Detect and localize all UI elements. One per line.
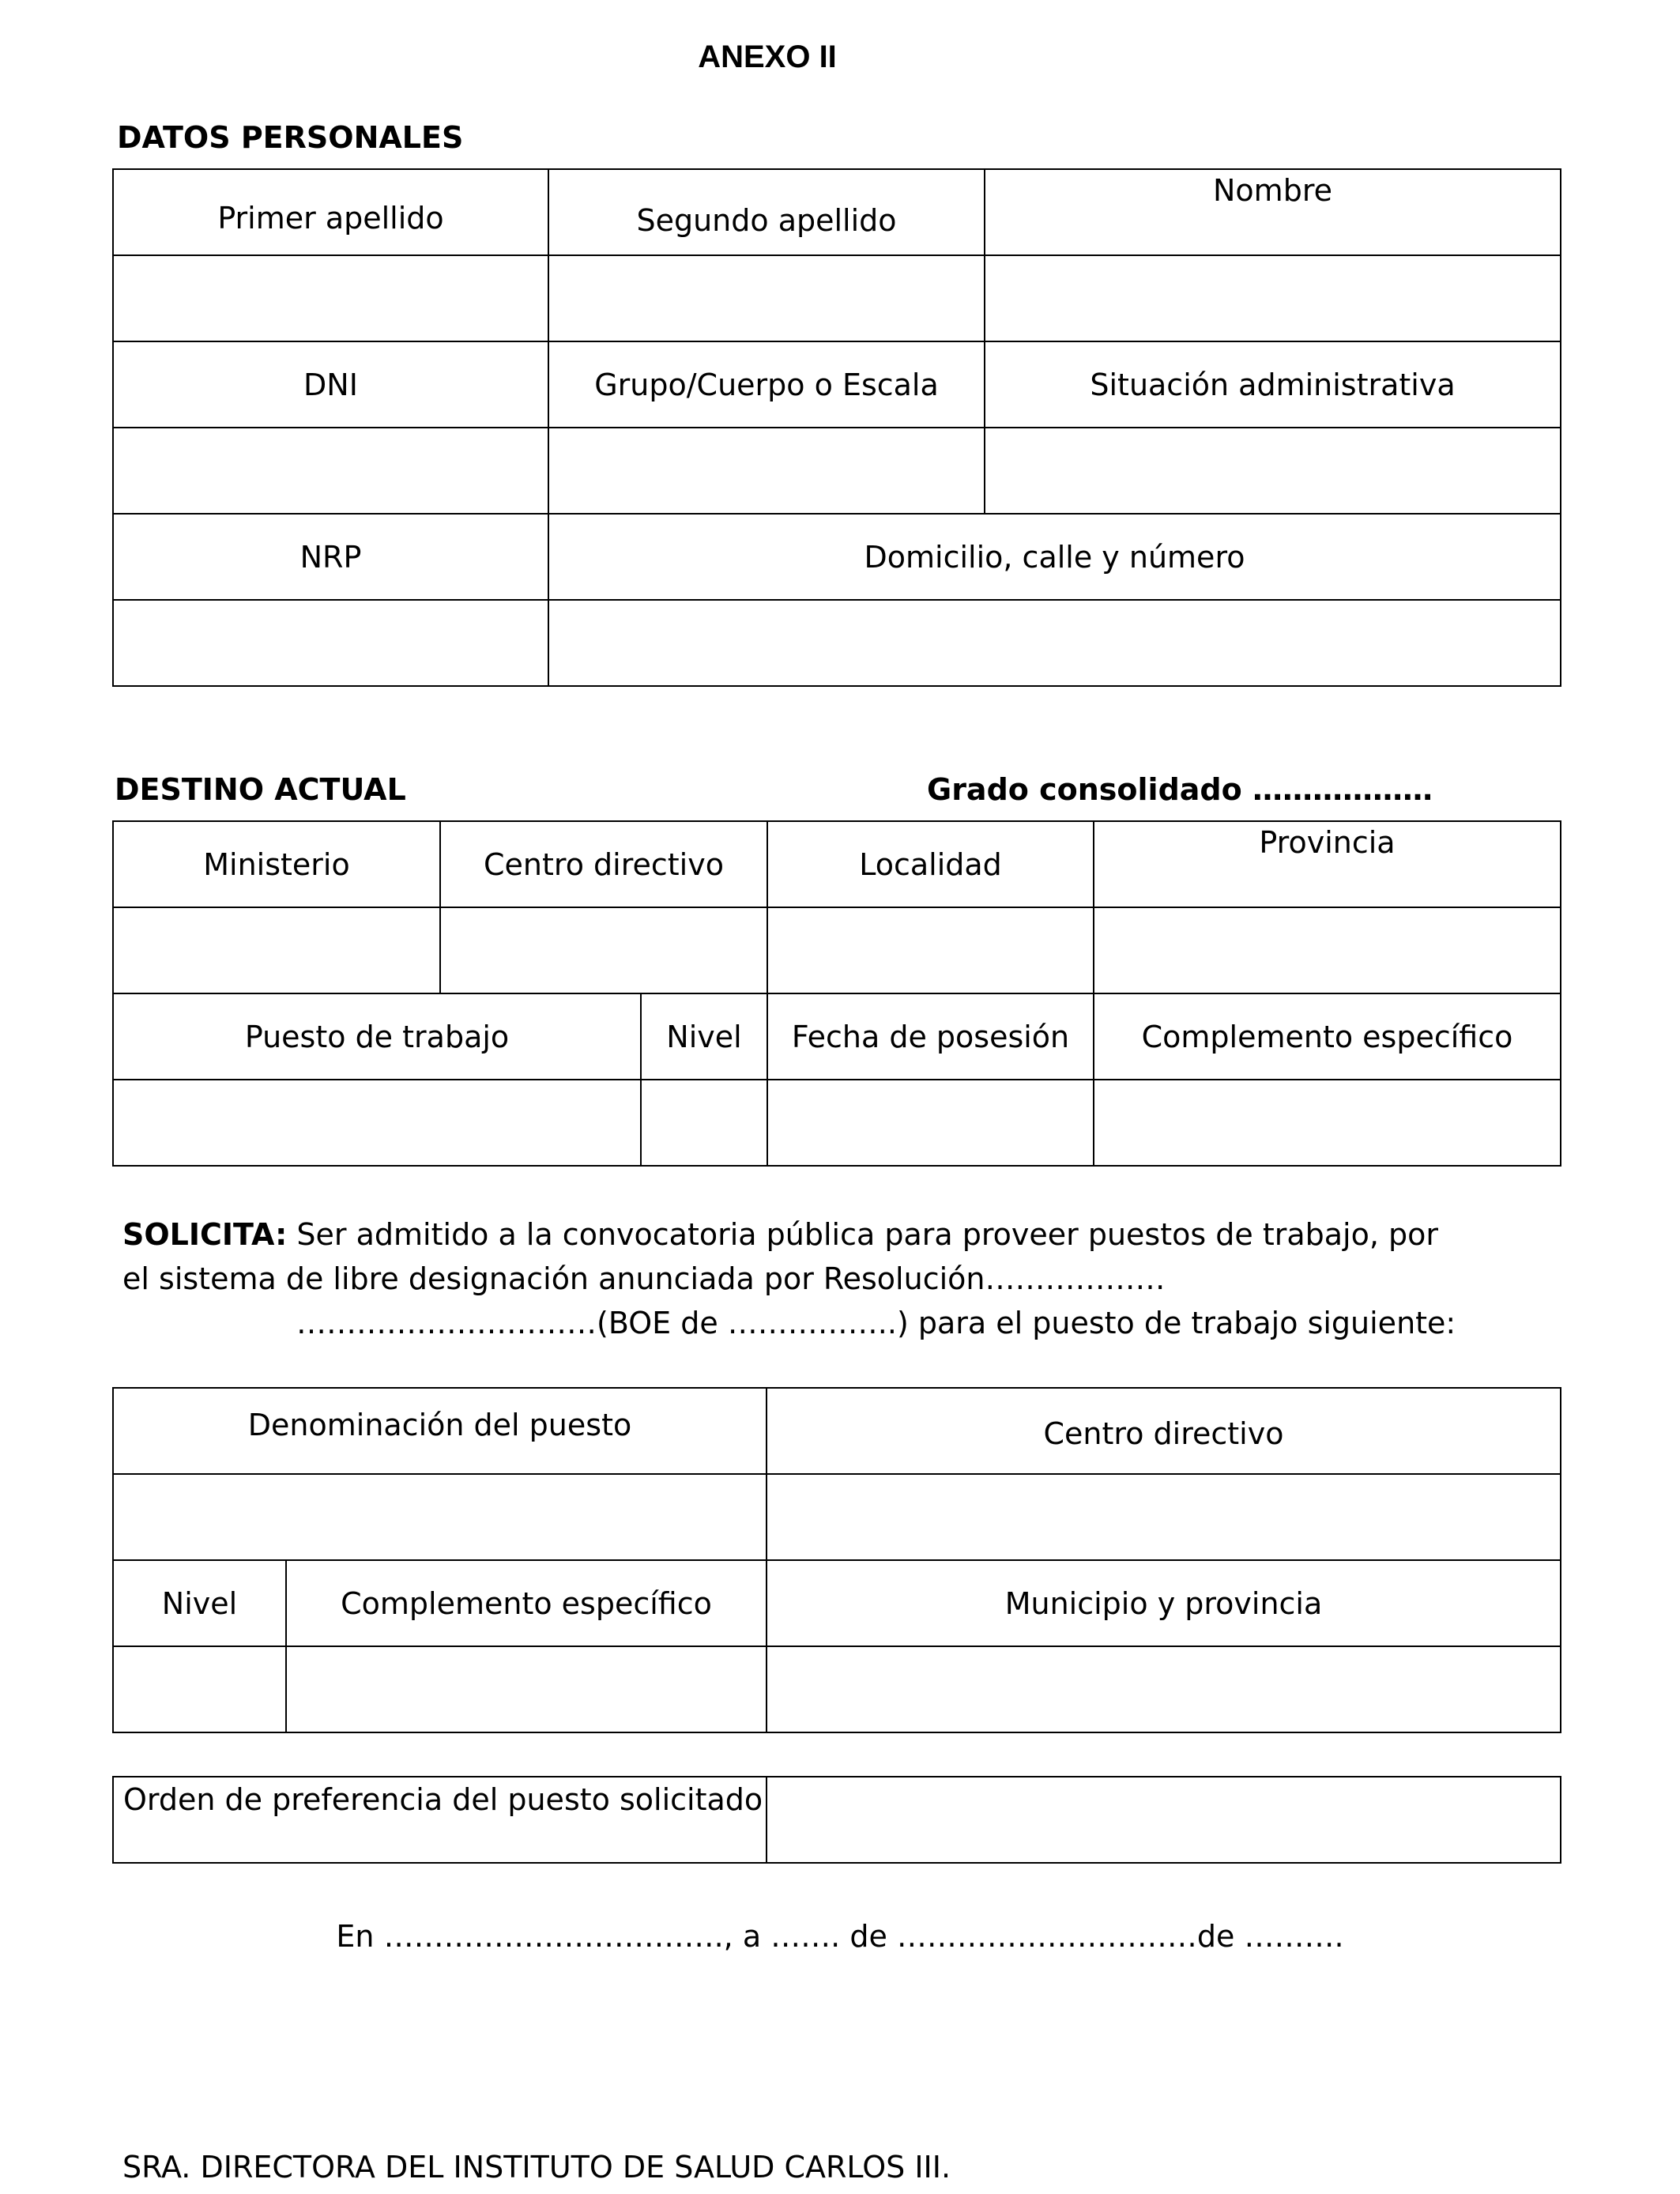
solicita-line1: Ser admitido a la convocatoria pública para proveer puestos de trabajo, por: [287, 1217, 1438, 1252]
field-ministerio[interactable]: [113, 907, 440, 993]
field-primer-apellido[interactable]: [113, 255, 548, 341]
solicita-label: SOLICITA:: [122, 1217, 288, 1252]
label-situacion-administrativa: Situación administrativa: [985, 341, 1561, 428]
label-domicilio: Domicilio, calle y número: [548, 514, 1561, 600]
label-fecha-de-posesion: Fecha de posesión: [767, 993, 1094, 1080]
section-heading-destino-actual: DESTINO ACTUAL: [115, 772, 406, 807]
puesto-solicitado-row1: [112, 1387, 1561, 1561]
field-nombre[interactable]: [985, 255, 1561, 341]
field-complemento-especifico[interactable]: [1094, 1080, 1561, 1166]
field-dni[interactable]: [113, 428, 548, 514]
label-centro-directivo-solicitado: Centro directivo: [767, 1388, 1561, 1474]
label-dni: DNI: [113, 341, 548, 428]
destino-actual-row2: [112, 993, 1561, 1167]
field-localidad[interactable]: [767, 907, 1094, 993]
section-heading-datos-personales: DATOS PERSONALES: [117, 120, 464, 155]
puesto-solicitado-row2: [112, 1559, 1561, 1733]
label-complemento-especifico: Complemento específico: [1094, 993, 1561, 1080]
field-fecha-de-posesion[interactable]: [767, 1080, 1094, 1166]
field-denominacion-del-puesto[interactable]: [113, 1474, 767, 1560]
destino-actual-row1: [112, 820, 1561, 994]
label-grupo-cuerpo-escala: Grupo/Cuerpo o Escala: [548, 341, 985, 428]
field-segundo-apellido[interactable]: [548, 255, 985, 341]
label-orden-de-preferencia: Orden de preferencia del puesto solicitado: [113, 1777, 767, 1863]
field-situacion-administrativa[interactable]: [985, 428, 1561, 514]
label-denominacion-del-puesto: Denominación del puesto: [113, 1388, 767, 1474]
label-nivel: Nivel: [641, 993, 767, 1080]
field-provincia[interactable]: [1094, 907, 1561, 993]
grado-consolidado: Grado consolidado ………………: [927, 772, 1433, 807]
label-segundo-apellido: Segundo apellido: [548, 169, 985, 255]
label-nivel-solicitado: Nivel: [113, 1560, 286, 1646]
field-nivel-solicitado[interactable]: [113, 1646, 286, 1732]
field-municipio-y-provincia[interactable]: [767, 1646, 1561, 1732]
label-puesto-de-trabajo: Puesto de trabajo: [113, 993, 641, 1080]
page-title: ANEXO II: [698, 40, 837, 74]
field-puesto-de-trabajo[interactable]: [113, 1080, 641, 1166]
label-nombre: Nombre: [985, 169, 1561, 255]
label-nrp: NRP: [113, 514, 548, 600]
label-primer-apellido: Primer apellido: [113, 169, 548, 255]
label-centro-directivo: Centro directivo: [440, 821, 767, 907]
solicita-line2: el sistema de libre designación anunciada por Resolución………………: [122, 1261, 1166, 1296]
datos-personales-table: [112, 168, 1561, 687]
solicita-line3: …………………………(BOE de ……………..) para el puesto de trabajo siguiente:: [296, 1306, 1456, 1340]
label-localidad: Localidad: [767, 821, 1094, 907]
label-provincia: Provincia: [1094, 821, 1561, 907]
label-complemento-especifico-solicitado: Complemento específico: [286, 1560, 767, 1646]
field-nivel[interactable]: [641, 1080, 767, 1166]
solicita-paragraph: [122, 1212, 1456, 1345]
addressee: SRA. DIRECTORA DEL INSTITUTO DE SALUD CARLOS III.: [122, 2150, 951, 2185]
label-ministerio: Ministerio: [113, 821, 440, 907]
field-domicilio[interactable]: [548, 600, 1561, 686]
field-centro-directivo-solicitado[interactable]: [767, 1474, 1561, 1560]
field-centro-directivo[interactable]: [440, 907, 767, 993]
field-complemento-especifico-solicitado[interactable]: [286, 1646, 767, 1732]
field-nrp[interactable]: [113, 600, 548, 686]
orden-preferencia-table: [112, 1776, 1561, 1864]
field-orden-de-preferencia[interactable]: [767, 1777, 1561, 1863]
date-line: En ……………………………., a ……. de …………………………de ……….: [336, 1919, 1344, 1954]
label-municipio-y-provincia: Municipio y provincia: [767, 1560, 1561, 1646]
field-grupo-cuerpo-escala[interactable]: [548, 428, 985, 514]
